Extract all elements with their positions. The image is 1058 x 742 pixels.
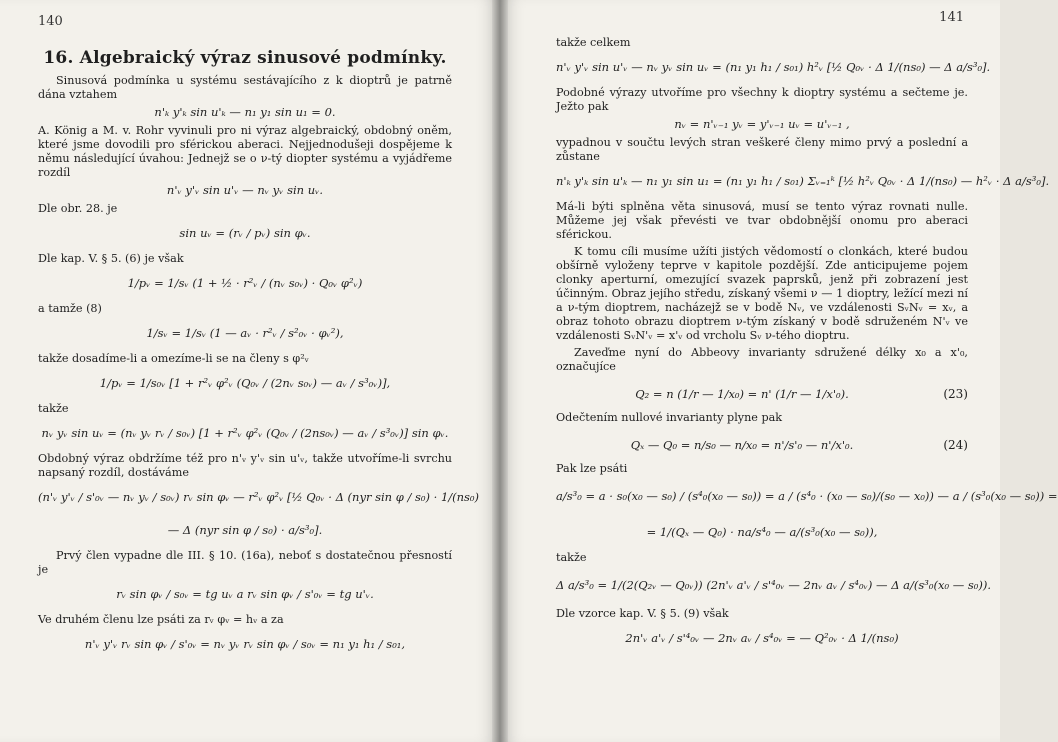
section-heading: 16. Algebraický výraz sinusové podmínky.	[43, 48, 447, 68]
left-page-content	[38, 74, 480, 658]
paragraph: vypadnou v součtu levých stran veškeré členy mimo prvý a poslední a zůstane	[556, 136, 968, 163]
right-page	[500, 0, 1058, 742]
equation: a/s³₀ = a · s₀(x₀ — s₀) / (s⁴₀(x₀ — s₀)) = a / (s⁴₀ · (x₀ — s₀)/(s₀ — x₀)) — a / (s³₀(x₀ — s₀)) =	[556, 489, 1058, 503]
page-number-left: 140	[38, 14, 63, 29]
paragraph: takže celkem	[556, 36, 631, 49]
equation: nᵥ yᵥ sin uᵥ = (nᵥ yᵥ rᵥ / s₀ᵥ) [1 + r²ᵥ φ²ᵥ (Q₀ᵥ / (2ns₀ᵥ) — aᵥ / s³₀ᵥ)] sin φᵥ.	[41, 426, 449, 440]
equation: Q₂ = n (1/r — 1/x₀) = n' (1/r — 1/x'₀).	[635, 387, 849, 401]
equation: n'ᵥ y'ᵥ sin u'ᵥ — nᵥ yᵥ sin uᵥ.	[166, 183, 324, 197]
equation: n'ₖ y'ₖ sin u'ₖ — n₁ y₁ sin u₁ = 0.	[154, 105, 336, 119]
paragraph: Dle obr. 28. je	[38, 202, 118, 215]
paragraph: K tomu cíli musíme užíti jistých vědomostí o clonkách, které budou obšírně vyloženy teprve v kapitole pozdější. Zde anticipujeme pojem clonky aperturní, omezující svazek paprsků, jenž při zobrazení jest účinným. Obraz jejího středu, získaný všemi ν — 1 dioptry, ležící mezi ní a ν-tým dioptrem, nacházejž se v bodě Nᵥ, ve vzdálenosti SᵥNᵥ = xᵥ, a obraz tohoto obrazu dioptrem ν-tým získaný v bodě sdruženém N'ᵥ ve vzdálenosti SᵥN'ᵥ = x'ᵥ od vrcholu Sᵥ ν-tého dioptru.	[556, 245, 968, 342]
equation: n'ᵥ y'ᵥ rᵥ sin φᵥ / s'₀ᵥ = nᵥ yᵥ rᵥ sin φᵥ / s₀ᵥ = n₁ y₁ h₁ / s₀₁,	[84, 637, 406, 651]
paragraph: a tamže (8)	[38, 302, 102, 315]
paragraph: Zaveďme nyní do Abbeovy invarianty sdružené délky x₀ a x'₀, označujíce	[556, 346, 968, 373]
equation: 1/pᵥ = 1/s₀ᵥ [1 + r²ᵥ φ²ᵥ (Q₀ᵥ / (2nᵥ s₀ᵥ) — aᵥ / s³₀ᵥ)],	[99, 376, 391, 390]
paragraph: Dle vzorce kap. V. § 5. (9) však	[556, 607, 729, 620]
equation: Δ a/s³₀ = 1/(2(Q₂ᵥ — Q₀ᵥ)) (2n'ᵥ a'ᵥ / s'⁴₀ᵥ — 2nᵥ aᵥ / s⁴₀ᵥ) — Δ a/(s³₀(x₀ — s₀)).	[556, 578, 992, 592]
paragraph: takže dosadíme-li a omezíme-li se na členy s φ²ᵥ	[38, 352, 309, 365]
paragraph: Odečtením nullové invarianty plyne pak	[556, 411, 783, 424]
equation: sin uᵥ = (rᵥ / pᵥ) sin φᵥ.	[179, 226, 311, 240]
paragraph: takže	[556, 551, 587, 564]
paragraph: Dle kap. V. § 5. (6) je však	[38, 252, 184, 265]
right-page-content	[556, 36, 1058, 652]
equation: — Δ (nyr sin φ / s₀) · a/s³₀].	[167, 523, 323, 537]
numbered-equation	[556, 428, 968, 462]
equation: 1/pᵥ = 1/sᵥ (1 + ½ · r²ᵥ / (nᵥ s₀ᵥ) · Q₀ᵥ φ²ᵥ)	[127, 276, 363, 290]
paragraph: Obdobný výraz obdržíme též pro n'ᵥ y'ᵥ sin u'ᵥ, takže utvoříme-li svrchu napsaný rozdíl, dostáváme	[38, 452, 452, 479]
equation-number: (24)	[943, 438, 968, 452]
equation: = 1/(Qₓ — Q₀) · na/s⁴₀ — a/(s³₀(x₀ — s₀)),	[646, 525, 878, 539]
equation: nᵥ = n'ᵥ₋₁ yᵥ = y'ᵥ₋₁ uᵥ = u'ᵥ₋₁ ,	[674, 117, 850, 131]
paragraph: Pak lze psáti	[556, 462, 628, 475]
equation: n'ₖ y'ₖ sin u'ₖ — n₁ y₁ sin u₁ = (n₁ y₁ h₁ / s₀₁) Σᵥ₌₁ᵏ [½ h²ᵥ Q₀ᵥ · Δ 1/(ns₀) — h²ᵥ · Δ a/s³₀].	[556, 174, 1050, 188]
paragraph: Podobné výrazy utvoříme pro všechny k dioptry systému a sečteme je. Ježto pak	[556, 86, 968, 113]
page-number-right: 141	[939, 10, 964, 25]
equation: 1/sᵥ = 1/sᵥ (1 — aᵥ · r²ᵥ / s²₀ᵥ · φᵥ²),	[146, 326, 344, 340]
paragraph: Má-li býti splněna věta sinusová, musí se tento výraz rovnati nulle. Můžeme jej však převésti ve tvar obdobnější onomu pro aberaci sférickou.	[556, 200, 968, 241]
paragraph: Ve druhém členu lze psáti za rᵥ φᵥ = hᵥ a za	[38, 613, 284, 626]
equation: n'ᵥ y'ᵥ sin u'ᵥ — nᵥ yᵥ sin uᵥ = (n₁ y₁ h₁ / s₀₁) h²ᵥ [½ Q₀ᵥ · Δ 1/(ns₀) — Δ a/s³₀].	[556, 60, 991, 74]
book-gutter	[492, 0, 508, 742]
numbered-equation	[556, 377, 968, 411]
equation: (n'ᵥ y'ᵥ / s'₀ᵥ — nᵥ yᵥ / s₀ᵥ) rᵥ sin φᵥ — r²ᵥ φ²ᵥ [½ Q₀ᵥ · Δ (nyr sin φ / s₀) · 1/(ns₀)	[38, 490, 480, 504]
equation-number: (23)	[943, 387, 968, 401]
left-page	[0, 0, 500, 742]
paragraph: Prvý člen vypadne dle III. § 10. (16a), neboť s dostatečnou přesností je	[38, 549, 452, 576]
paragraph: A. König a M. v. Rohr vyvinuli pro ni výraz algebraický, obdobný oněm, které jsme dovodili pro sférickou aberaci. Nejjednodušeji dospějeme k němu následující úvahou: Jednejž se o ν-tý diopter systému a vyjádřeme rozdíl	[38, 124, 452, 179]
paragraph: Sinusová podmínka u systému sestávajícího z k dioptrů je patrně dána vztahem	[38, 74, 452, 101]
equation: Qₓ — Q₀ = n/s₀ — n/x₀ = n'/s'₀ — n'/x'₀.	[630, 438, 854, 452]
equation: 2n'ᵥ a'ᵥ / s'⁴₀ᵥ — 2nᵥ aᵥ / s⁴₀ᵥ = — Q²₀ᵥ · Δ 1/(ns₀)	[625, 631, 899, 645]
paragraph: takže	[38, 402, 69, 415]
equation: rᵥ sin φᵥ / s₀ᵥ = tg uᵥ a rᵥ sin φᵥ / s'₀ᵥ = tg u'ᵥ.	[116, 587, 374, 601]
